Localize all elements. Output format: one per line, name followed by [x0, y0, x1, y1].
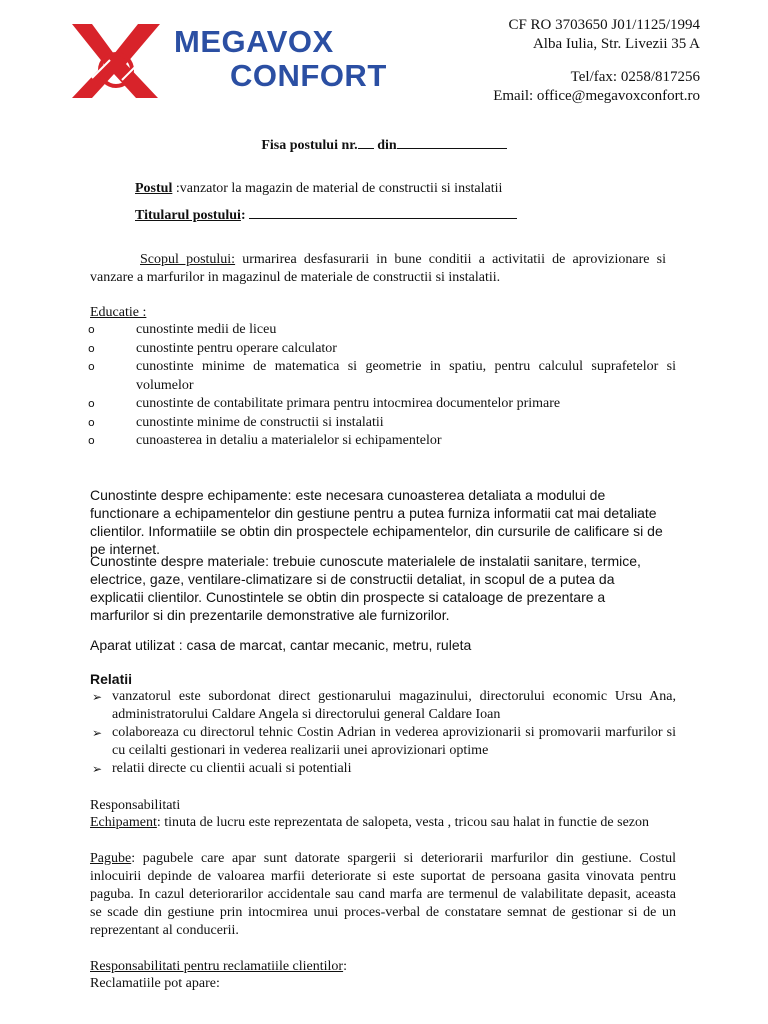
pagube-paragraph: Pagube: pagubele care apar sunt datorate spargerii si deteriorarii marfurilor din gestiune. Costul inlocuirii depinde de valoarea marfii deteriorate si este suportat de persoana gasita vinovata pentru paguba. In cazul deteriorarilor accidentale sau cand marfa are termenul de valabilitate depasit, aceasta se scade din gestiune prin intocmirea unui proces-verbal de constatare semnat de gestionar si de un reprezentant al conducerii.	[90, 851, 676, 938]
educatie-label: Educatie :	[90, 305, 147, 320]
postul-label: Postul	[135, 181, 173, 196]
company-cf: CF RO 3703650 J01/1125/1994	[508, 17, 700, 33]
reclamatii-heading: Responsabilitati pentru reclamatiile clientilor:	[90, 959, 347, 974]
aparat-paragraph: Aparat utilizat : casa de marcat, cantar mecanic, metru, ruleta	[90, 637, 472, 653]
titular-line: Titularul postului:	[135, 206, 517, 225]
list-item: ➢ colaboreaza cu directorul tehnic Costin Adrian in vederea aprovizionarii si promovarii marfurilor si cu ceilalti gestionari in vederea realizarii unei aprovizionari optime	[92, 725, 676, 758]
company-address: Alba Iulia, Str. Livezii 35 A	[532, 36, 700, 52]
logo-text-confort: CONFORT	[230, 58, 387, 93]
scop-text: urmarirea desfasurarii in bune conditii a activitatii de aprovizionare si vanzare a marfurilor in magazinul de materiale de constructii si instalatii.	[90, 252, 666, 285]
company-email: Email: office@megavoxconfort.ro	[493, 88, 700, 104]
echipamente-paragraph: Cunostinte despre echipamente: este necesara cunoasterea detaliata a modului de functionare a echipamentelor din gestiune pentru a putea furniza informatii cat mai detaliate clientilor. Informatiile se obtin din prospectele echipamentelor, din cursurile de calificare si de pe internet.	[90, 487, 663, 557]
list-item: o cunostinte minime de matematica si geometrie in spatiu, pentru calculul suprafetelor si volumelor	[88, 359, 676, 393]
educatie-list	[88, 321, 676, 451]
company-telfax: Tel/fax: 0258/817256	[570, 69, 700, 85]
list-item: ➢ relatii directe cu clientii acuali si potentiali	[92, 761, 352, 776]
company-contact	[493, 16, 700, 106]
list-item: o cunoasterea in detaliu a materialelor si echipamentelor	[88, 433, 442, 448]
list-item: ➢ vanzatorul este subordonat direct gestionarului magazinului, directorului economic Ursu Ana, administratorului Caldare Angela si directorului general Caldare Ioan	[92, 689, 676, 722]
postul-value: :vanzator la magazin de material de constructii si instalatii	[172, 181, 503, 196]
responsabilitati-heading: Responsabilitati	[90, 798, 181, 813]
reclamatii-text: Reclamatiile pot apare:	[90, 976, 220, 991]
scop-label: Scopul postului:	[140, 252, 236, 267]
relatii-list	[92, 688, 676, 778]
pagube-label: Pagube	[90, 851, 132, 866]
relatii-heading: Relatii	[90, 671, 133, 687]
list-item: o cunostinte medii de liceu	[88, 322, 277, 337]
list-item: o cunostinte minime de constructii si instalatii	[88, 414, 384, 430]
list-item: o cunostinte pentru operare calculator	[88, 340, 337, 356]
logo-text-megavox: MEGAVOX	[174, 24, 334, 59]
titular-label: Titularul postului	[135, 208, 241, 223]
company-logo	[70, 20, 430, 100]
materiale-paragraph: Cunostinte despre materiale: trebuie cunoscute materialele de instalatii sanitare, termice, electrice, gaze, ventilare-climatizare si de constructii detaliat, in scopul de a putea da explicatii clientilor. Cunostintele se obtin din prospecte si cataloage de prezentare a marfurilor si din prezentarile demonstrative ale furnizorilor.	[90, 553, 641, 623]
postul-line	[135, 180, 502, 198]
scop-paragraph	[90, 251, 666, 287]
list-item: o cunostinte de contabilitate primara pentru intocmirea documentelor primare	[88, 396, 561, 411]
logo-mark-icon	[72, 24, 160, 98]
echipament-paragraph: Echipament: tinuta de lucru este reprezentata de salopeta, vesta , tricou sau halat in functie de sezon	[90, 815, 650, 830]
echipament-label: Echipament	[90, 815, 157, 830]
document-title: Fisa postului nr. din	[0, 136, 768, 154]
